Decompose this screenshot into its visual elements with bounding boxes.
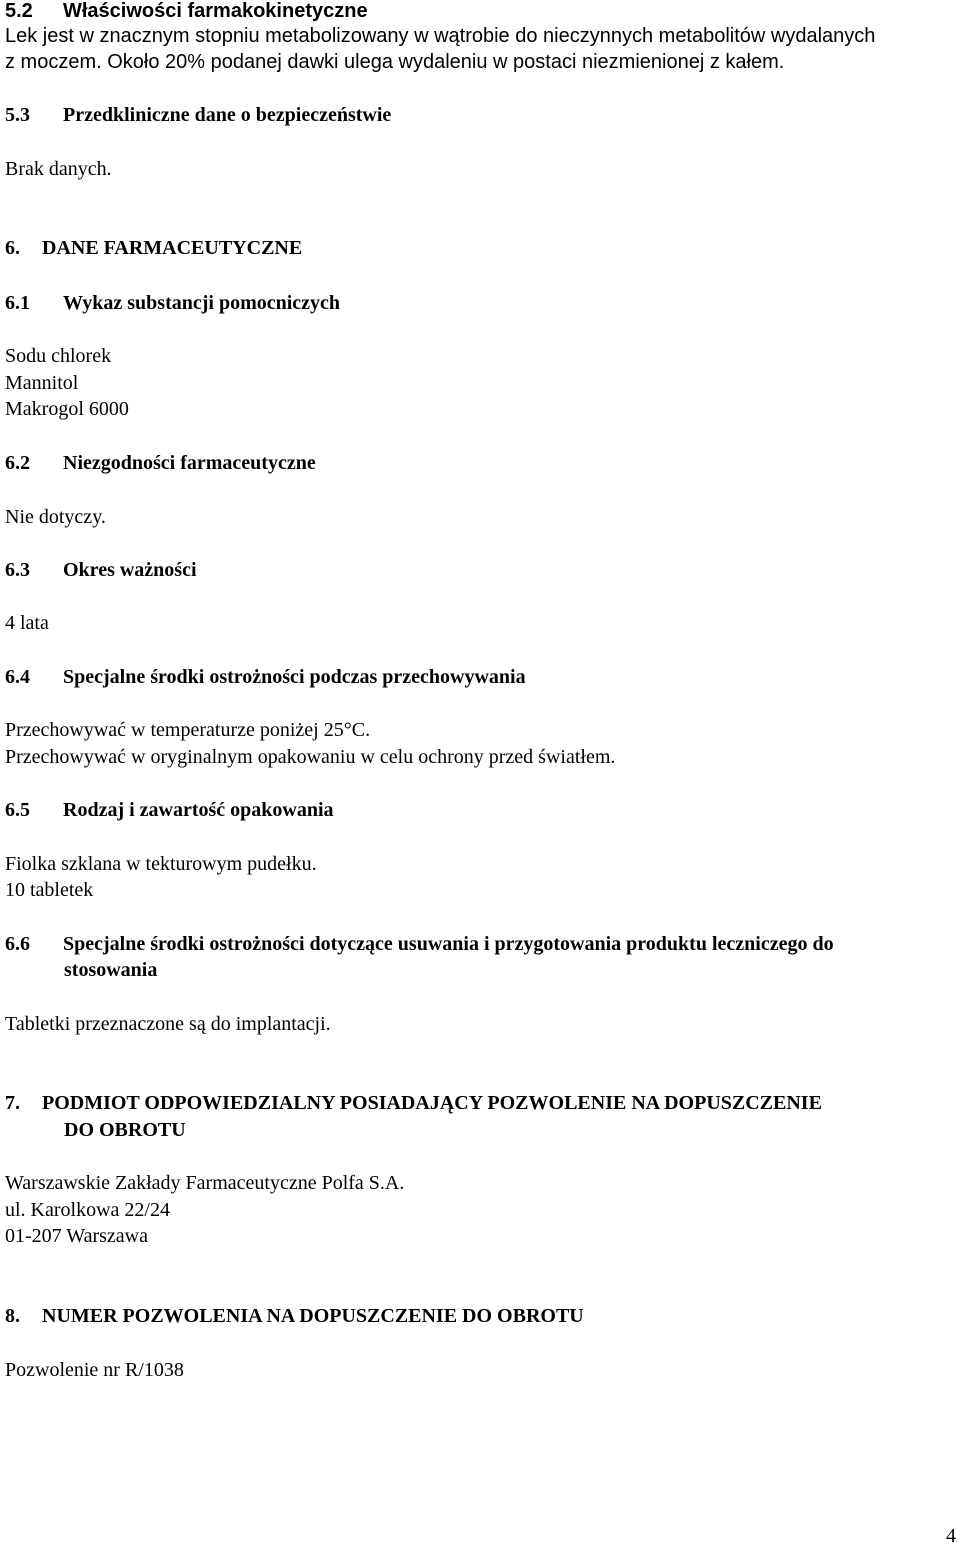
heading-6-6 [5, 932, 834, 956]
section-title: DANE FARMACEUTYCZNE [42, 237, 303, 259]
section-number: 6.6 [5, 933, 30, 955]
section-number: 5.3 [5, 104, 30, 126]
paragraph-line: Tabletki przeznaczone są do implantacji. [5, 1013, 331, 1035]
paragraph-line: 4 lata [5, 612, 49, 634]
heading-5-3 [5, 103, 391, 127]
section-title: PODMIOT ODPOWIEDZIALNY POSIADAJĄCY POZWOLENIE NA DOPUSZCZENIE [42, 1092, 822, 1114]
section-number: 6.3 [5, 559, 30, 581]
heading-6-4 [5, 665, 526, 689]
paragraph-line: Fiolka szklana w tekturowym pudełku. [5, 853, 317, 875]
heading-8 [5, 1304, 584, 1328]
section-number: 6.5 [5, 799, 30, 821]
address-line: Warszawskie Zakłady Farmaceutyczne Polfa S.A. [5, 1172, 405, 1194]
heading-6-1 [5, 291, 340, 315]
section-title: Specjalne środki ostrożności dotyczące usuwania i przygotowania produktu leczniczego do [63, 933, 834, 955]
list-item: Makrogol 6000 [5, 398, 129, 420]
list-item: Sodu chlorek [5, 345, 112, 367]
section-title: Właściwości farmakokinetyczne [63, 0, 368, 22]
paragraph-line: z moczem. Około 20% podanej dawki ulega wydaleniu w postaci niezmienionej z kałem. [5, 51, 785, 73]
section-number: 6.2 [5, 452, 30, 474]
section-title: Przedkliniczne dane o bezpieczeństwie [63, 104, 392, 126]
section-number: 6.4 [5, 666, 30, 688]
address-line: 01-207 Warszawa [5, 1225, 148, 1247]
heading-5-2 [5, 0, 368, 23]
heading-6-2 [5, 451, 316, 475]
paragraph-line: Przechowywać w oryginalnym opakowaniu w celu ochrony przed światłem. [5, 746, 616, 768]
section-title: Okres ważności [63, 559, 197, 581]
section-title-continued: DO OBROTU [64, 1119, 186, 1141]
section-title: Niezgodności farmaceutyczne [63, 452, 316, 474]
heading-6-3 [5, 558, 197, 582]
paragraph-line: Przechowywać w temperaturze poniżej 25°C. [5, 719, 371, 741]
paragraph-line: Nie dotyczy. [5, 506, 106, 528]
section-title: Specjalne środki ostrożności podczas przechowywania [63, 666, 526, 688]
section-number: 6. [5, 237, 20, 259]
section-title: Rodzaj i zawartość opakowania [63, 799, 334, 821]
section-title: NUMER POZWOLENIA NA DOPUSZCZENIE DO OBROTU [42, 1305, 584, 1327]
list-item: Mannitol [5, 372, 79, 394]
section-number: 8. [5, 1305, 20, 1327]
paragraph-line: Lek jest w znacznym stopniu metabolizowany w wątrobie do nieczynnych metabolitów wydalanych [5, 25, 876, 47]
section-title: Wykaz substancji pomocniczych [63, 292, 341, 314]
heading-6-5 [5, 798, 334, 822]
section-title-continued: stosowania [64, 959, 158, 981]
section-number: 7. [5, 1092, 20, 1114]
address-line: ul. Karolkowa 22/24 [5, 1199, 170, 1221]
paragraph-line: Brak danych. [5, 158, 112, 180]
section-number: 5.2 [5, 0, 33, 22]
heading-7 [5, 1091, 822, 1115]
paragraph-line: 10 tabletek [5, 879, 94, 901]
page-number: 4 [946, 1525, 956, 1547]
paragraph-line: Pozwolenie nr R/1038 [5, 1359, 184, 1381]
section-number: 6.1 [5, 292, 30, 314]
heading-6 [5, 236, 302, 260]
